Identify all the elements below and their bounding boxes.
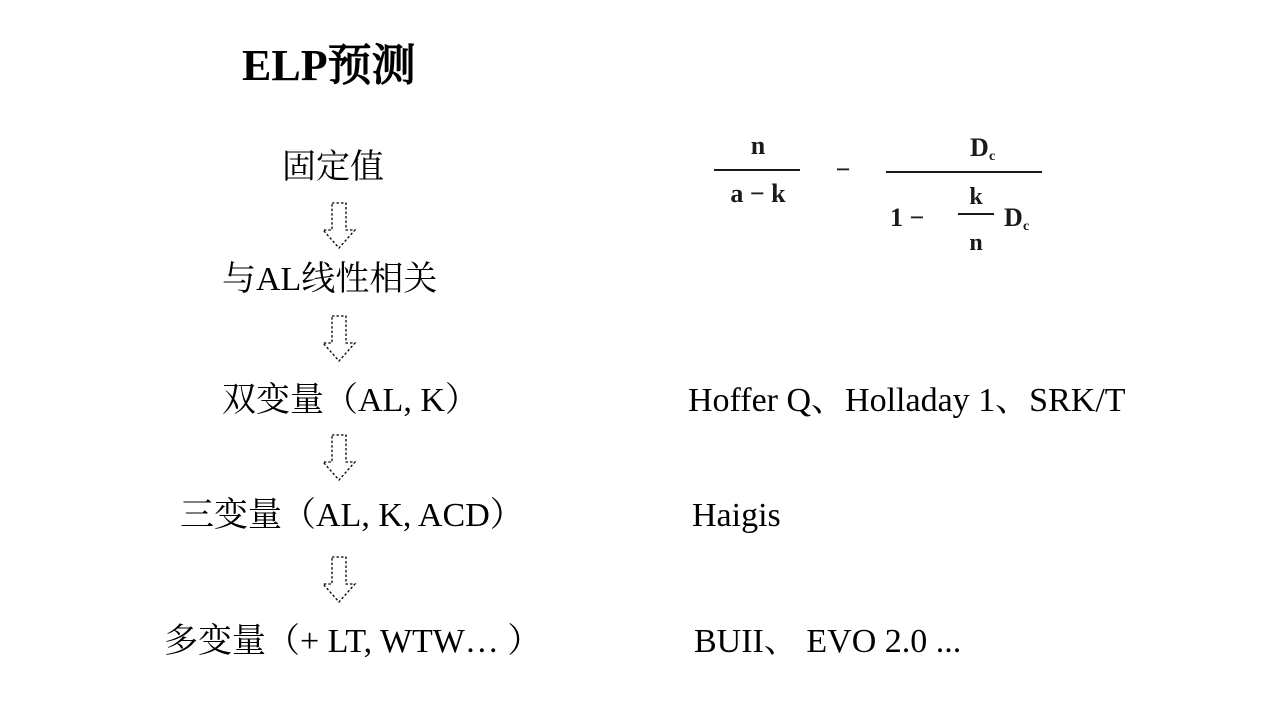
equation-num2-sub: c xyxy=(989,149,996,164)
equation-den2-right: D xyxy=(1004,203,1023,232)
slide-title: ELP预测 xyxy=(242,41,416,90)
formula-haigis: Haigis xyxy=(692,497,781,534)
step-fixed-value: 固定值 xyxy=(282,149,384,186)
down-arrow-icon xyxy=(321,315,357,363)
down-arrow-icon xyxy=(321,434,357,482)
equation-operator: − xyxy=(835,155,851,184)
equation-den2-frac-den: n xyxy=(969,230,983,256)
elp-equation xyxy=(700,126,1060,266)
step-two-variable: 双变量（AL, K） xyxy=(222,382,479,419)
equation-den2-right-sub: c xyxy=(1023,219,1030,234)
equation-den2-left: 1 − xyxy=(890,203,925,232)
down-arrow-icon xyxy=(321,556,357,604)
equation-den2-frac-num: k xyxy=(969,184,983,210)
step-al-linear: 与AL线性相关 xyxy=(222,261,438,298)
step-multi-variable: 多变量（+ LT, WTW… ） xyxy=(164,623,542,660)
equation-den1: a − k xyxy=(730,179,786,208)
formula-hoffer-holladay-srkt: Hoffer Q、Holladay 1、SRK/T xyxy=(688,382,1126,419)
equation-num1: n xyxy=(750,131,766,160)
step-three-variable: 三变量（AL, K, ACD） xyxy=(180,497,524,534)
down-arrow-icon xyxy=(321,202,357,250)
equation-num2: D xyxy=(970,133,989,162)
formula-bu2-evo: BUII、 EVO 2.0 ... xyxy=(694,623,962,660)
